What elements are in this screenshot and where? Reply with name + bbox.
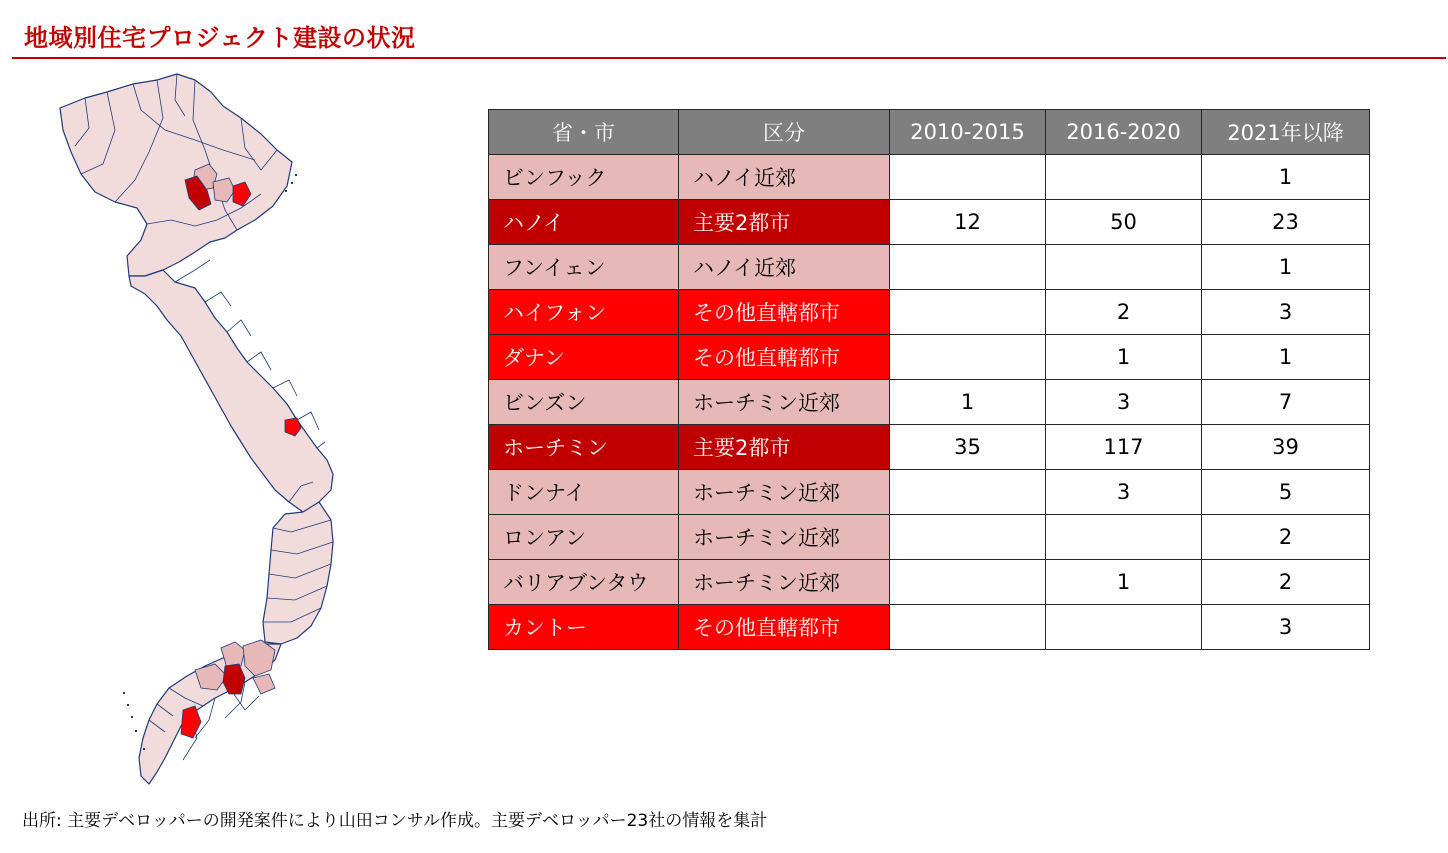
province-cell: ダナン: [489, 335, 679, 380]
province-cell: ビンズン: [489, 380, 679, 425]
table-row: [489, 245, 1370, 290]
province-cell: ドンナイ: [489, 470, 679, 515]
count-2021-onward: 1: [1202, 155, 1370, 200]
count-2010-2015: [890, 245, 1046, 290]
table-header-row: [489, 110, 1370, 155]
count-2010-2015: [890, 155, 1046, 200]
count-2021-onward: 39: [1202, 425, 1370, 470]
vietnam-map: [45, 70, 355, 790]
count-2021-onward: 23: [1202, 200, 1370, 245]
category-cell: その他直轄都市: [679, 290, 890, 335]
source-note: 出所: 主要デベロッパーの開発案件により山田コンサル作成。主要デベロッパー23社の情報を集計: [22, 811, 768, 831]
category-cell: ホーチミン近郊: [679, 470, 890, 515]
table-row: [489, 470, 1370, 515]
province-cell: ロンアン: [489, 515, 679, 560]
count-2016-2020: [1046, 245, 1202, 290]
category-cell: ホーチミン近郊: [679, 380, 890, 425]
category-cell: 主要2都市: [679, 425, 890, 470]
province-cell: カントー: [489, 605, 679, 650]
count-2010-2015: [890, 335, 1046, 380]
count-2021-onward: 1: [1202, 245, 1370, 290]
map-outline: [60, 74, 292, 276]
table-row: [489, 605, 1370, 650]
province-cell: ハイフォン: [489, 290, 679, 335]
count-2010-2015: [890, 470, 1046, 515]
count-2016-2020: 1: [1046, 335, 1202, 380]
province-cell: ビンフック: [489, 155, 679, 200]
category-cell: 主要2都市: [679, 200, 890, 245]
page-title: 地域別住宅プロジェクト建設の状況: [24, 24, 416, 52]
count-2016-2020: [1046, 605, 1202, 650]
count-2021-onward: 1: [1202, 335, 1370, 380]
category-cell: ホーチミン近郊: [679, 515, 890, 560]
table-row: [489, 560, 1370, 605]
count-2021-onward: 5: [1202, 470, 1370, 515]
count-2010-2015: 12: [890, 200, 1046, 245]
table-row: [489, 335, 1370, 380]
table-row: [489, 200, 1370, 245]
count-2010-2015: [890, 290, 1046, 335]
count-2021-onward: 3: [1202, 605, 1370, 650]
province-cell: バリアブンタウ: [489, 560, 679, 605]
count-2016-2020: [1046, 155, 1202, 200]
header-2010-2015: 2010-2015: [890, 110, 1046, 155]
count-2010-2015: [890, 605, 1046, 650]
count-2010-2015: 35: [890, 425, 1046, 470]
table-row: [489, 425, 1370, 470]
count-2016-2020: 2: [1046, 290, 1202, 335]
count-2021-onward: 3: [1202, 290, 1370, 335]
ba-ria-vung-tau-area: [253, 674, 275, 694]
count-2021-onward: 2: [1202, 560, 1370, 605]
category-cell: ハノイ近郊: [679, 245, 890, 290]
project-table: [488, 109, 1370, 650]
can-tho-area: [181, 706, 201, 738]
count-2016-2020: 117: [1046, 425, 1202, 470]
count-2010-2015: [890, 515, 1046, 560]
category-cell: その他直轄都市: [679, 335, 890, 380]
map-central: [129, 270, 333, 512]
count-2016-2020: 50: [1046, 200, 1202, 245]
count-2010-2015: 1: [890, 380, 1046, 425]
count-2016-2020: 3: [1046, 380, 1202, 425]
count-2016-2020: 1: [1046, 560, 1202, 605]
province-cell: ホーチミン: [489, 425, 679, 470]
table-row: [489, 380, 1370, 425]
count-2021-onward: 7: [1202, 380, 1370, 425]
count-2010-2015: [890, 560, 1046, 605]
header-category: 区分: [679, 110, 890, 155]
count-2016-2020: 3: [1046, 470, 1202, 515]
table-row: [489, 155, 1370, 200]
count-2021-onward: 2: [1202, 515, 1370, 560]
province-cell: ハノイ: [489, 200, 679, 245]
category-cell: ホーチミン近郊: [679, 560, 890, 605]
title-divider: [12, 57, 1446, 59]
province-cell: フンイェン: [489, 245, 679, 290]
header-2016-2020: 2016-2020: [1046, 110, 1202, 155]
count-2016-2020: [1046, 515, 1202, 560]
table-row: [489, 290, 1370, 335]
category-cell: ハノイ近郊: [679, 155, 890, 200]
map-highlands: [263, 502, 333, 644]
table-row: [489, 515, 1370, 560]
header-province: 省・市: [489, 110, 679, 155]
category-cell: その他直轄都市: [679, 605, 890, 650]
header-2021-onward: 2021年以降: [1202, 110, 1370, 155]
